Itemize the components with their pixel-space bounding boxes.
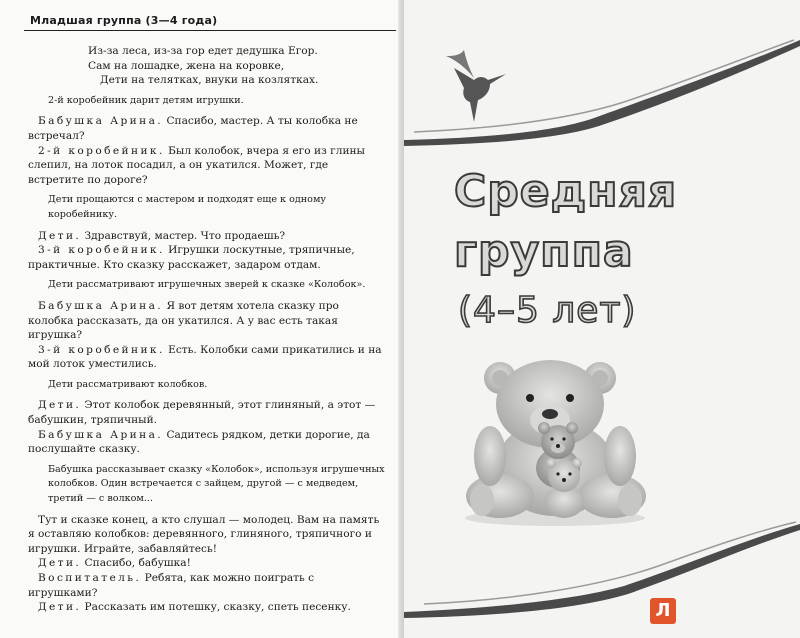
stage-direction: Дети прощаются с мастером и подходят еще к одному коробейнику. bbox=[48, 194, 327, 220]
dialogue-text: Был колобок, вчера я его из глины слепил, на лоток посадил, а он укатился. Может, где встретите по дороге? bbox=[28, 144, 365, 186]
dialogue-text: Ребята, как можно поиграть с игрушками? bbox=[28, 572, 315, 599]
speaker-name: Бабушка Арина. bbox=[38, 115, 164, 128]
right-page bbox=[404, 0, 800, 638]
dialogue-text: Есть. Колобки сами прикатились и на мой лоток уместились. bbox=[28, 343, 382, 371]
stage-direction: Дети рассматривают колобков. bbox=[48, 378, 208, 390]
speaker-name: Воспитатель. bbox=[38, 572, 142, 584]
dialogue-line bbox=[28, 556, 386, 571]
section-title-line2: группа bbox=[454, 226, 634, 277]
verse-line: Дети на телятках, внуки на козлятках. bbox=[100, 74, 319, 87]
verse-line: Из-за леса, из-за гор едет дедушка Егор. bbox=[88, 45, 318, 57]
dialogue-text: Этот колобок деревянный, этот глиняный, а этот — бабушкин, тряпичный. bbox=[28, 399, 376, 427]
dialogue-line bbox=[28, 571, 386, 600]
verse-line: Сам на лошадке, жена на коровке, bbox=[88, 59, 285, 72]
dialogue-line bbox=[28, 343, 386, 372]
dialogue-line bbox=[28, 229, 386, 244]
hummingbird-icon bbox=[444, 50, 508, 126]
speaker-name: 3-й коробейник. bbox=[38, 244, 165, 257]
dialogue-line bbox=[28, 299, 386, 343]
speaker-name: 2-й коробейник. bbox=[38, 144, 165, 157]
stage-direction: Бабушка рассказывает сказку «Колобок», используя игрушечных колобков. Один встречается с зайцем, другой — с медведем, третий — с волком... bbox=[48, 463, 385, 505]
dialogue-text: Садитесь рядком, детки дорогие, да послушайте сказку. bbox=[28, 428, 370, 456]
dialogue-line bbox=[28, 398, 386, 427]
publisher-logo: Л bbox=[650, 598, 676, 624]
stage-direction: 2-й коробейник дарит детям игрушки. bbox=[48, 94, 244, 106]
stage-direction: Дети рассматривают игрушечных зверей к сказке «Колобок». bbox=[48, 279, 366, 291]
speaker-name: Дети. bbox=[38, 399, 82, 412]
dialogue-text: Рассказать им потешку, сказку, спеть песенку. bbox=[81, 601, 351, 614]
running-head: Младшая группа (3—4 года) bbox=[30, 14, 218, 27]
speaker-name: Бабушка Арина. bbox=[38, 428, 164, 441]
speaker-name: 3-й коробейник. bbox=[38, 343, 165, 356]
dialogue-line bbox=[28, 513, 386, 557]
dialogue-line bbox=[28, 243, 386, 272]
dialogue-line bbox=[28, 114, 386, 143]
speaker-name: Дети. bbox=[38, 557, 82, 570]
dialogue-text: Игрушки лоскутные, тряпичные, практичные. Кто сказку расскажет, задаром отдам. bbox=[28, 244, 355, 271]
header-rule bbox=[24, 30, 396, 31]
dialogue-line bbox=[28, 428, 386, 457]
dialogue-text: Спасибо, мастер. А ты колобка не встречал? bbox=[28, 115, 358, 142]
speaker-name: Бабушка Арина. bbox=[38, 299, 164, 312]
dialogue-text: Здравствуй, мастер. Что продаешь? bbox=[81, 229, 286, 242]
dialogue-line bbox=[28, 600, 386, 615]
dialogue-text: Я вот детям хотела сказку про колобка рассказать, да он укатился. А у вас есть такая игрушка? bbox=[28, 299, 339, 342]
dialogue-text: Спасибо, бабушка! bbox=[81, 557, 191, 570]
speaker-name: Дети. bbox=[38, 601, 82, 614]
section-title-line1: Средняя bbox=[454, 166, 678, 217]
section-title-age: (4–5 лет) bbox=[458, 290, 637, 331]
bottom-swoosh-decoration bbox=[404, 500, 800, 620]
page-text bbox=[28, 44, 386, 615]
speaker-name: Дети. bbox=[38, 229, 82, 242]
dialogue-text: Тут и сказке конец, а кто слушал — молодец. Вам на память я оставляю колобков: деревянного, глиняного, тряпичного и игрушки. Играйте, забавляйтесь! bbox=[28, 513, 380, 555]
dialogue-line bbox=[28, 144, 386, 188]
